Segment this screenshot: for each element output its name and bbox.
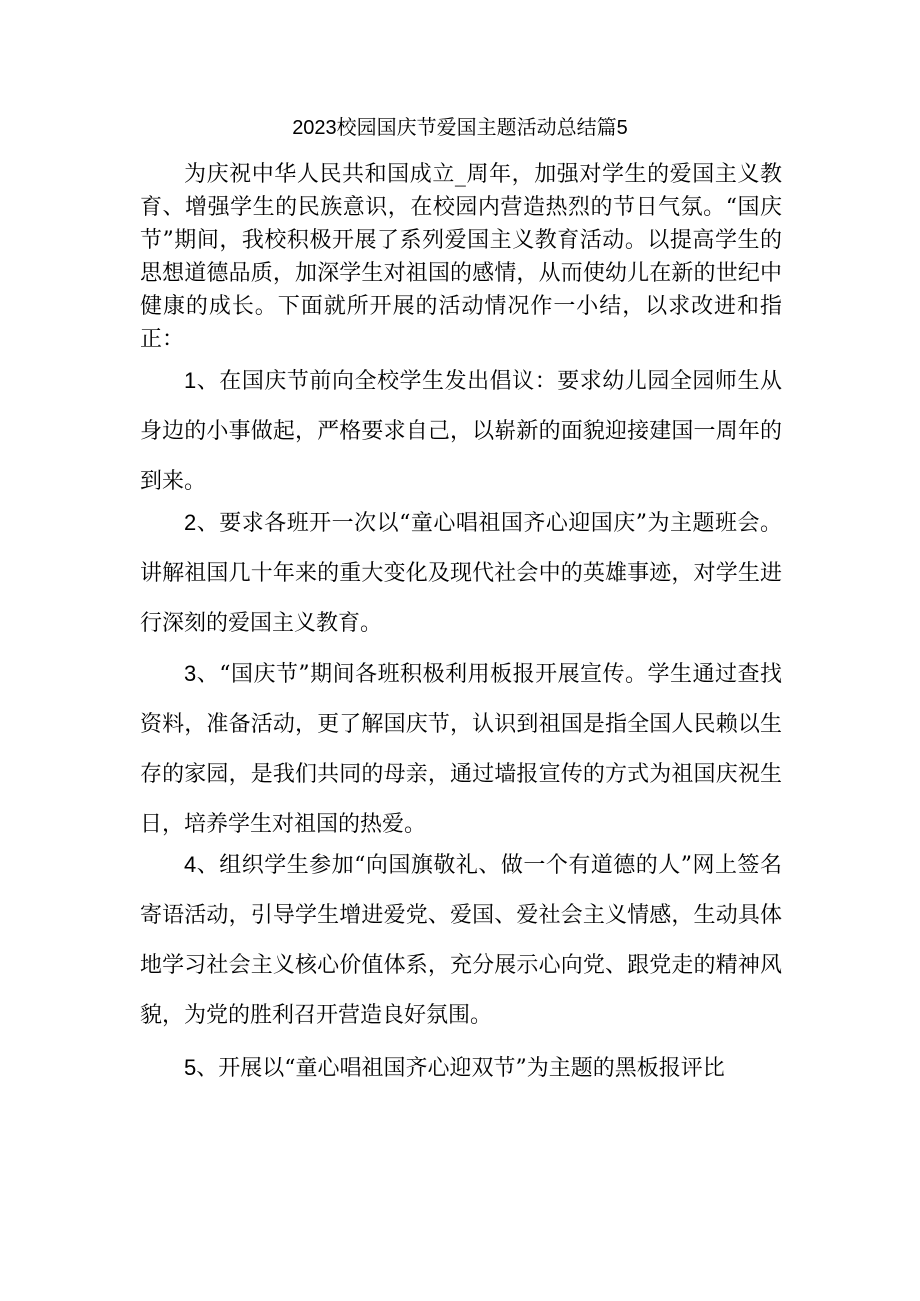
list-item-5 [140,1043,782,1094]
list-item-number: 5、 [184,1055,219,1080]
list-item-number: 4、 [184,852,220,877]
intro-paragraph: 为庆祝中华人民共和国成立_周年，加强对学生的爱国主义教育、增强学生的民族意识，在校园内营造热烈的节日气氛。“国庆节”期间，我校积极开展了系列爱国主义教育活动。以提高学生的思想道德品质，加深学生对祖国的感情，从而使幼儿在新的世纪中健康的成长。下面就所开展的活动情况作一小结，以求改进和指正： [140,162,782,352]
list-item-4 [140,840,782,1041]
list-item-2 [140,498,782,649]
list-item-text: “国庆节”期间各班积极利用板报开展宣传。学生通过查找资料，准备活动，更了解国庆节，认识到祖国是指全国人民赖以生存的家园，是我们共同的母亲，通过墙报宣传的方式为祖国庆祝生日，培养学生对祖国的热爱。 [140,662,782,837]
list-item-text: 要求各班开一次以“童心唱祖国齐心迎国庆”为主题班会。讲解祖国几十年来的重大变化及现代社会中的英雄事迹，对学生进行深刻的爱国主义教育。 [140,511,782,636]
list-item-text: 组织学生参加“向国旗敬礼、做一个有道德的人”网上签名寄语活动，引导学生增进爱党、爱国、爱社会主义情感，生动具体地学习社会主义核心价值体系，充分展示心向党、跟党走的精神风貌，为党的胜利召开营造良好氛围。 [140,853,782,1028]
list-item-number: 3、 [184,661,220,686]
list-item-text: 开展以“童心唱祖国齐心迎双节”为主题的黑板报评比 [218,1056,725,1081]
list-item-number: 1、 [184,368,220,393]
document-title: 2023校园国庆节爱国主题活动总结篇5 [292,117,628,139]
list-item-1 [140,356,782,507]
list-item-3 [140,649,782,850]
list-item-text: 在国庆节前向全校学生发出倡议：要求幼儿园全园师生从身边的小事做起，严格要求自己，以崭新的面貌迎接建国一周年的到来。 [140,369,782,494]
list-item-number: 2、 [184,510,220,535]
